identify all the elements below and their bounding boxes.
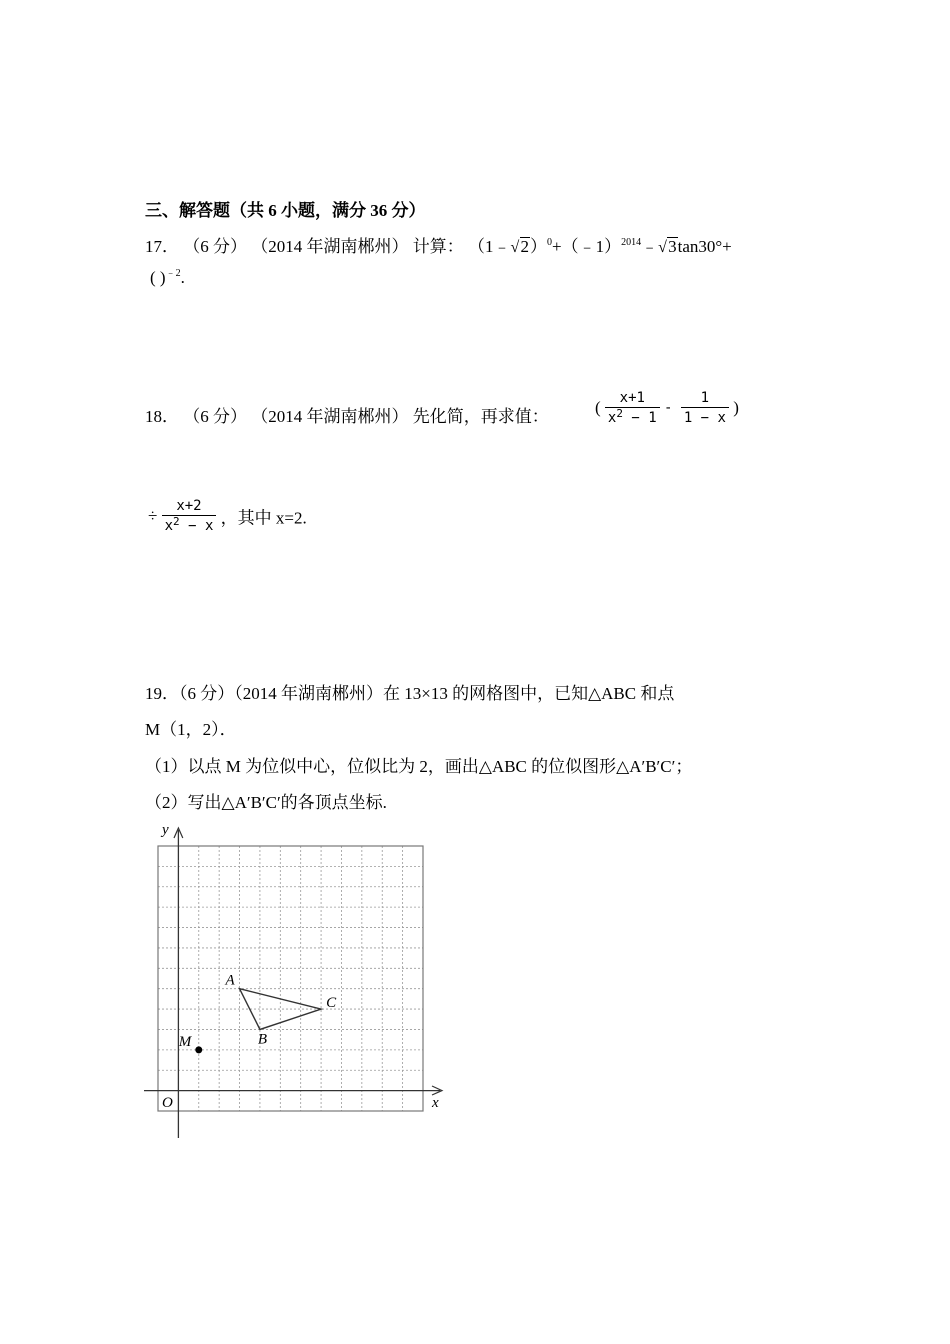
fraction-3-numerator: x+2 (162, 498, 217, 516)
question-19-part-2: （2）写出△A′B′C′的各顶点坐标. (145, 793, 387, 812)
y-axis-label: y (162, 822, 169, 838)
q17-number: 17． (145, 237, 179, 256)
q18-open-paren: ( (595, 398, 601, 417)
fraction-1 (605, 390, 660, 426)
fraction-2-denominator: 1 − x (683, 410, 726, 426)
fraction-3-denominator (162, 516, 217, 534)
q17-expr-part-2: ） (530, 237, 547, 256)
fraction-2-numerator: 1 (681, 390, 729, 408)
q18-divide-sign: ÷ (148, 506, 158, 525)
q17-expr-part-4: ﹣ (641, 237, 659, 256)
fraction-3-den-exp: 2 (173, 515, 180, 528)
question-19-line-1: 19．（6 分）（2014 年湖南郴州）在 13×13 的网格图中，已知△ABC 和点 (145, 684, 675, 703)
fraction-3-den-base: x (164, 518, 174, 534)
q18-expression-part-1 (595, 390, 739, 426)
q18-tail: ，其中 x=2. (220, 508, 307, 528)
coordinate-grid-figure (140, 820, 450, 1140)
fraction-1-den-base: x (607, 410, 617, 426)
q18-close-paren: ) (733, 398, 739, 417)
q18-minus: - (663, 400, 681, 416)
q18-expression-part-2 (148, 498, 307, 534)
q17-source: （2014 年湖南郴州） (251, 237, 409, 256)
vertex-b-label: B (257, 1031, 268, 1048)
fraction-1-den-rest: − 1 (622, 410, 657, 426)
section-title: 三、解答题（共 6 小题，满分 36 分） (145, 201, 426, 220)
question-19-line-2: M（1，2）． (145, 720, 237, 739)
fraction-1-denominator (605, 408, 660, 426)
q17-exponent-neg-2: ﹣2 (165, 268, 181, 279)
fraction-3 (162, 498, 217, 534)
q17-exponent-0: 0 (547, 237, 552, 248)
grid-lines (158, 846, 423, 1111)
q17-expr-part-3: +（﹣1） (552, 237, 622, 256)
point-m (195, 1046, 202, 1053)
x-axis-label: x (432, 1095, 439, 1111)
sqrt-2: √ 2 (510, 237, 529, 256)
fraction-2 (681, 390, 729, 426)
vertex-c-label: C (326, 995, 337, 1012)
q18-number: 18． (145, 407, 179, 426)
q17-expr-part-1: （1﹣ (468, 237, 511, 256)
q17-score: （6 分） (183, 237, 247, 256)
sqrt-2-radicand: 2 (520, 237, 529, 256)
origin-label: O (162, 1095, 173, 1111)
question-17-line-2 (150, 268, 185, 288)
q17-expr-part-7: . (180, 268, 185, 287)
grid-border (158, 846, 423, 1111)
fraction-1-den-exp: 2 (616, 407, 623, 420)
fraction-3-den-rest: − x (179, 518, 214, 534)
question-19-part-1: （1）以点 M 为位似中心，位似比为 2，画出△ABC 的位似图形△A′B′C′； (145, 757, 693, 776)
q17-prompt: 计算： (412, 237, 464, 256)
q17-expr-part-5: tan30°+ (677, 237, 732, 256)
q17-expr-part-6: ( ) (150, 268, 166, 287)
q18-prompt: 先化简，再求值： (412, 407, 549, 426)
q18-score: （6 分） (183, 407, 247, 426)
q18-source: （2014 年湖南郴州） (251, 407, 409, 426)
sqrt-3: √ 3 (658, 237, 677, 256)
vertex-a-label: A (225, 972, 235, 989)
fraction-1-numerator: x+1 (605, 390, 660, 408)
sqrt-3-radicand: 3 (668, 237, 677, 256)
question-17-line-1 (145, 232, 732, 257)
question-18-line-1 (145, 402, 549, 427)
q17-exponent-2014: 2014 (621, 237, 642, 248)
point-m-label: M (178, 1033, 192, 1050)
